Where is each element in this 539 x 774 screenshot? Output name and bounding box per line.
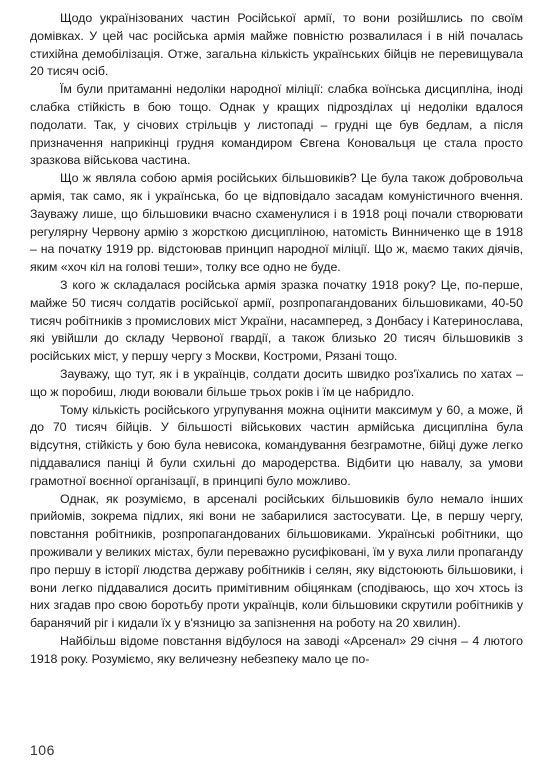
paragraph-3: Що ж являла собою армія російських більшовиків? Це була також добровольча армія, так само, як і українська, бо це відповідало засадам комуністичного вчення. Зауважу лише, що більшовики вчасно схаменулися і в 1918 році почали створювати регулярну Червону армію з жорсткою дисципліною, натомість Винниченко ще в 1918 – на початку 1919 рр. відстоював принцип народної міліції. Що ж, маємо таких діячів, яким «хоч кіл на голові теши», толку все одно не буде. (30, 171, 523, 275)
paragraph-7: Однак, як розуміємо, в арсеналі російських більшовиків було немало інших прийомів, зокрема підлих, які вони не забарилися застосувати. Це, в першу чергу, повстання робітників, розпропагандованих більшовиками. Українські робітники, що проживали у великих містах, були переважно русифіковані, їм у вуха лили пропаганду про першу в історії людства державу робітників і селян, яку відстоюють більшовики, і вони легко піддавалися досить примітивним обіцянкам (сподіваюсь, що хоч хтось із них згадав про свою боротьбу проти українців, коли більшовики скрутили робітників у баранячий ріг і кидали їх у в'язницю за запізнення на роботу на 20 хвилин). (30, 491, 523, 631)
page-body (30, 10, 523, 668)
paragraph-8: Найбільш відоме повстання відбулося на заводі «Арсенал» 29 січня – 4 лютого 1918 року. Розуміємо, яку величезну небезпеку мало це по- (30, 633, 523, 666)
paragraph-5: Зауважу, що тут, як і в українців, солдати досить швидко роз'їхались по хатах – що ж поробиш, люди воювали більше трьох років і їм це набридло. (30, 366, 523, 399)
paragraph-2: Їм були притаманні недоліки народної міліції: слабка воїнська дисципліна, іноді слабка стійкість в бою тощо. Однак у кращих підрозділах ці недоліки вдалося подолати. Так, у січових стрільців у листопаді – грудні ще був бедлам, а після призначення наприкінці грудня командиром Євгена Коновальця це стала просто зразкова військова частина. (30, 82, 523, 168)
paragraph-1: Щодо українізованих частин Російської армії, то вони розійшлись по своїм домівках. У цей час російська армія майже повністю розвалилася і в ній почалась стихійна демобілізація. Отже, загальна кількість українських бійців не перевищувала 20 тисяч осіб. (30, 11, 523, 79)
paragraph-6: Тому кількість російського угрупування можна оцінити максимум у 60, а може, й до 70 тисяч бійців. У більшості військових частин армійська дисципліна була відсутня, стійкість у бою була невисока, командування безграмотне, бійці дуже легко піддавалися паніці й були схильні до мародерства. Відбити цю навалу, за умови грамотної воєнної організації, в принципі було можливо. (30, 402, 523, 488)
page-number: 106 (30, 742, 55, 758)
paragraph-4: З кого ж складалася російська армія зразка початку 1918 року? Це, по-перше, майже 50 тисяч солдатів російської армії, розпропагандованих більшовиками, 40-50 тисяч робітників з промислових міст України, насамперед, з Донбасу і Катеринослава, які увійшли до складу Червоної гвардії, а також близько 20 тисяч більшовиків з російських міст, у першу чергу з Москви, Костроми, Рязані тощо. (30, 277, 523, 364)
